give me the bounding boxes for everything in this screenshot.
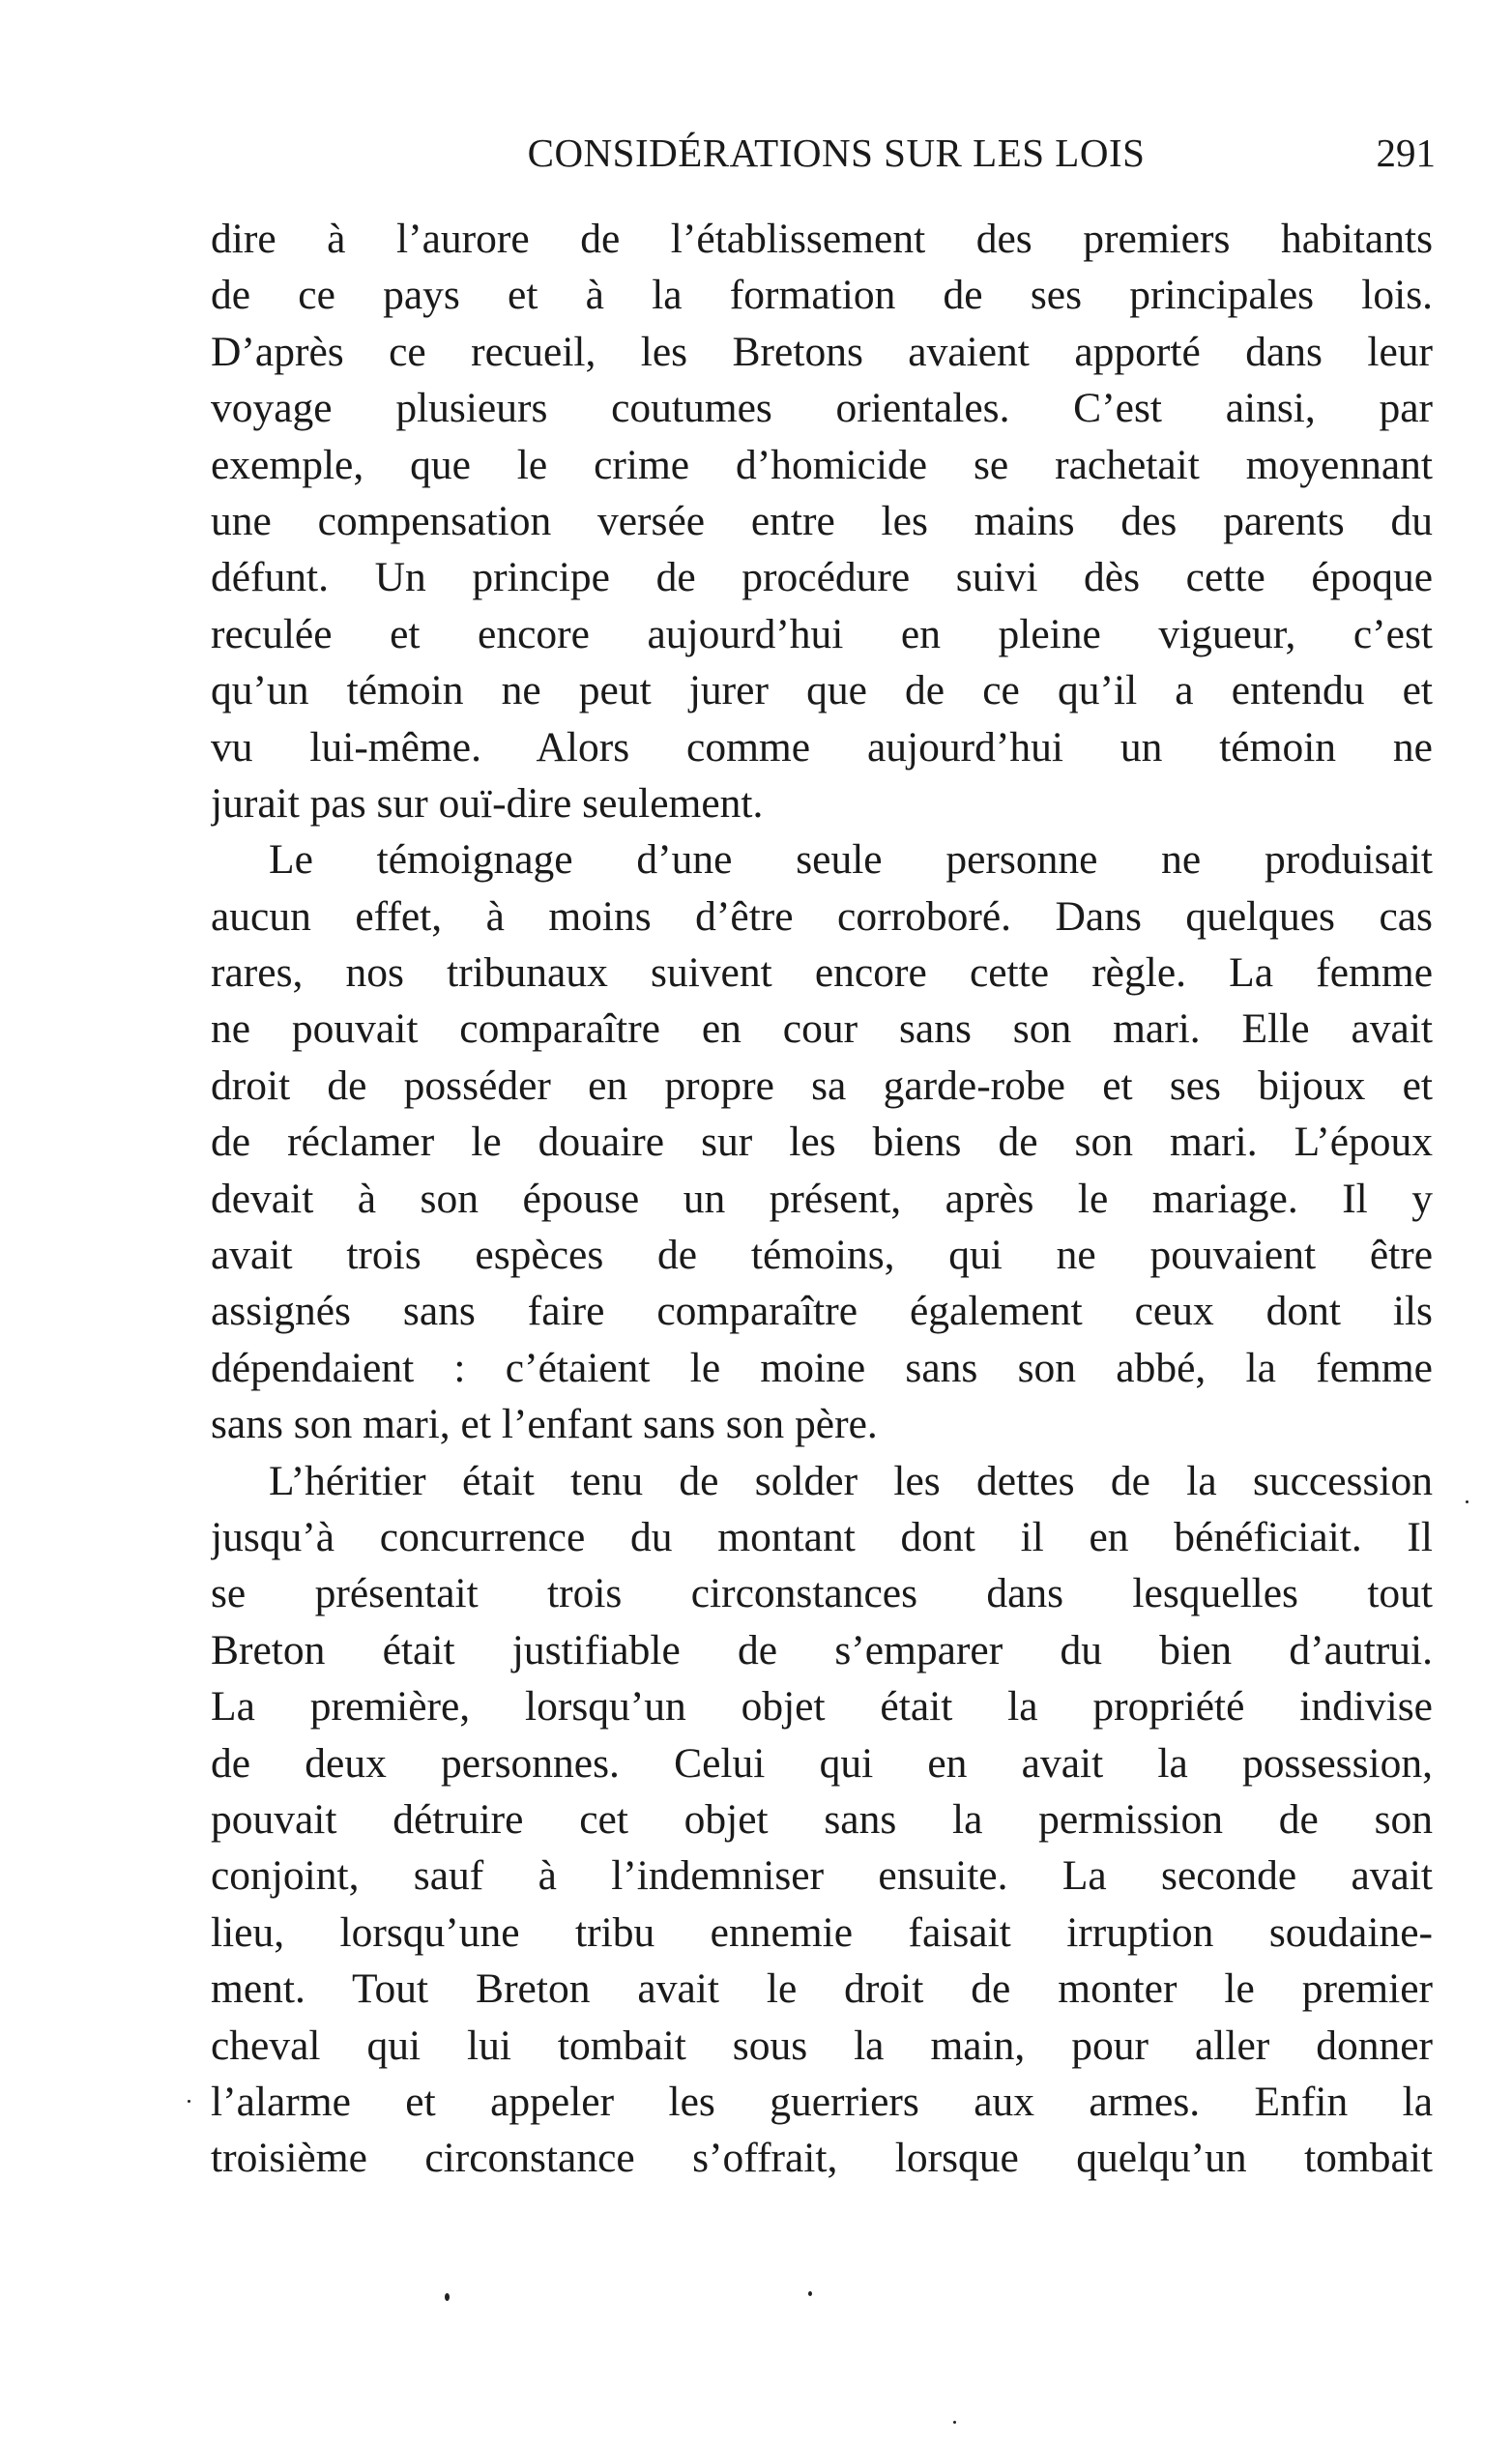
text-line: vu lui-même. Alors comme aujourd’hui un témoin ne — [211, 723, 1433, 771]
ink-speck — [808, 2291, 812, 2296]
paragraph-1 — [211, 211, 1433, 831]
text-line: reculée et encore aujourd’hui en pleine vigueur, c’est — [211, 610, 1433, 657]
text-line: La première, lorsqu’un objet était la propriété indivise — [211, 1683, 1433, 1731]
text-line: ment. Tout Breton avait le droit de monter le premier — [211, 1965, 1433, 2013]
ink-speck — [953, 2421, 956, 2424]
paragraph-2 — [211, 831, 1433, 1452]
text-line: Le témoignage d’une seule personne ne produisait — [269, 836, 1433, 884]
text-line: droit de posséder en propre sa garde-robe et ses bijoux et — [211, 1062, 1433, 1109]
text-line: aucun effet, à moins d’être corroboré. Dans quelques cas — [211, 892, 1433, 940]
text-line: dire à l’aurore de l’établissement des premiers habitants — [211, 216, 1433, 262]
text-line: conjoint, sauf à l’indemniser ensuite. La seconde avait — [211, 1852, 1433, 1900]
text-line: rares, nos tribunaux suivent encore cette règle. La femme — [211, 949, 1433, 997]
text-line: lieu, lorsqu’une tribu ennemie faisait irruption soudaine- — [211, 1908, 1433, 1956]
body-text — [211, 211, 1433, 2187]
text-line: une compensation versée entre les mains des parents du — [211, 497, 1433, 544]
text-line: qu’un témoin ne peut jurer que de ce qu’il a entendu et — [211, 667, 1433, 714]
text-line: défunt. Un principe de procédure suivi dès cette époque — [211, 554, 1433, 601]
text-line: cheval qui lui tombait sous la main, pour aller donner — [211, 2022, 1433, 2069]
text-line: Breton était justifiable de s’emparer du bien d’autrui. — [211, 1626, 1433, 1673]
text-line: sans son mari, et l’enfant sans son père. — [211, 1401, 878, 1448]
text-line: assignés sans faire comparaître également ceux dont ils — [211, 1288, 1433, 1335]
text-line: exemple, que le crime d’homicide se rachetait moyennant — [211, 441, 1433, 488]
text-line: jurait pas sur ouï-dire seulement. — [211, 779, 764, 827]
text-line: se présentait trois circonstances dans lesquelles tout — [211, 1570, 1433, 1617]
running-head — [208, 124, 1436, 182]
text-line: l’alarme et appeler les guerriers aux armes. Enfin la — [211, 2078, 1433, 2125]
text-line: de deux personnes. Celui qui en avait la possession, — [211, 1739, 1433, 1787]
text-line: avait trois espèces de témoins, qui ne pouvaient être — [211, 1232, 1433, 1279]
text-line: de ce pays et à la formation de ses principales lois. — [211, 272, 1433, 319]
text-line: L’héritier était tenu de solder les dettes de la succession — [269, 1457, 1433, 1504]
text-line: dépendaient : c’étaient le moine sans son abbé, la femme — [211, 1344, 1433, 1391]
text-line: de réclamer le douaire sur les biens de son mari. L’époux — [211, 1119, 1433, 1166]
text-line: D’après ce recueil, les Bretons avaient apporté dans leur — [211, 328, 1433, 375]
text-line: devait à son épouse un présent, après le mariage. Il y — [211, 1175, 1433, 1222]
text-line: ne pouvait comparaître en cour sans son mari. Elle avait — [211, 1005, 1433, 1053]
paragraph-3 — [211, 1453, 1433, 2187]
ink-speck — [1466, 1500, 1468, 1503]
text-line: troisième circonstance s’offrait, lorsque quelqu’un tombait — [211, 2135, 1433, 2182]
ink-speck — [188, 2100, 190, 2103]
text-line: jusqu’à concurrence du montant dont il en bénéficiait. Il — [211, 1513, 1433, 1560]
ink-speck — [445, 2293, 450, 2301]
running-title: CONSIDÉRATIONS SUR LES LOIS — [527, 131, 1146, 175]
page-number: 291 — [1376, 131, 1436, 175]
text-line: pouvait détruire cet objet sans la permission de son — [211, 1795, 1433, 1843]
text-line: voyage plusieurs coutumes orientales. C’est ainsi, par — [211, 385, 1433, 432]
